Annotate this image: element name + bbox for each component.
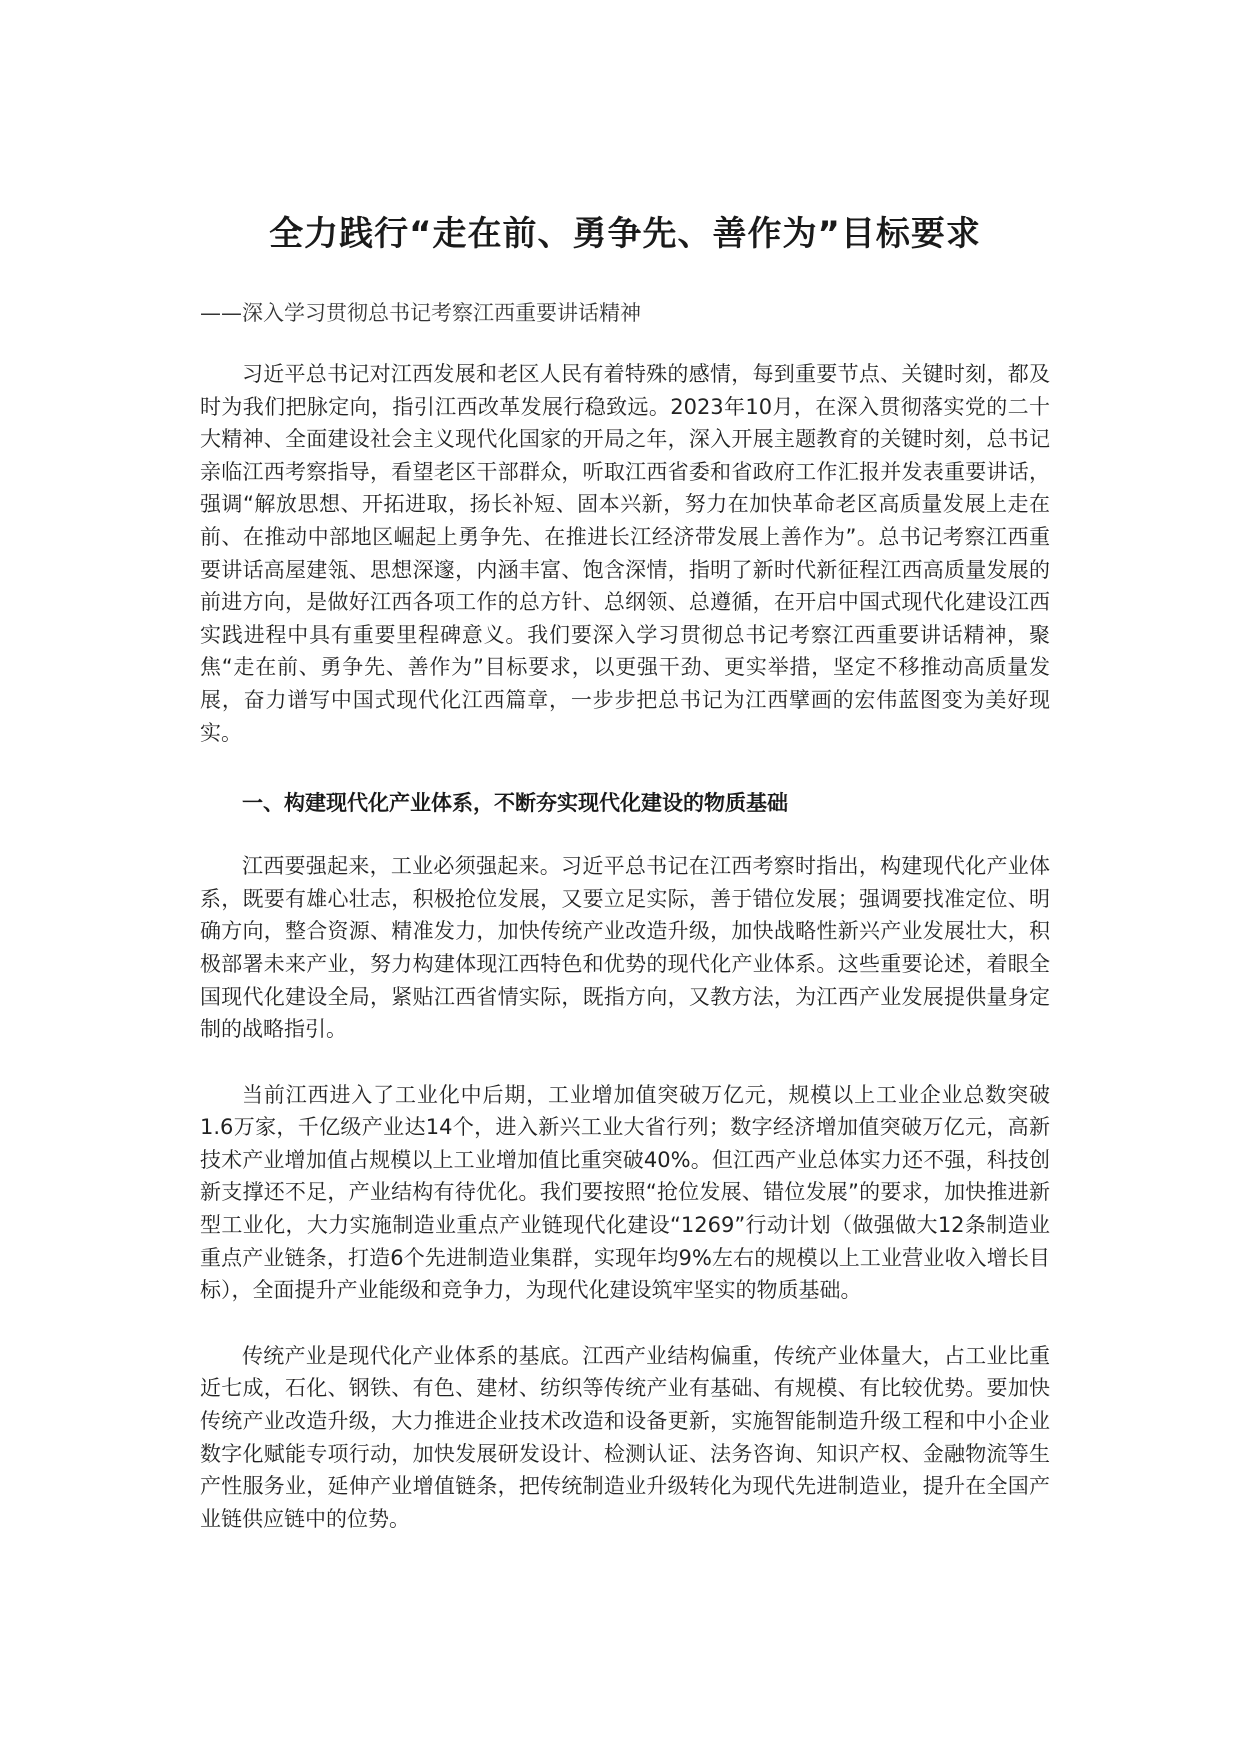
- document-title: 全力践行“走在前、勇争先、善作为”目标要求: [269, 214, 981, 254]
- document-subtitle: ——深入学习贯彻总书记考察江西重要讲话精神: [200, 301, 641, 325]
- intro-paragraph: 习近平总书记对江西发展和老区人民有着特殊的感情，每到重要节点、关键时刻，都及时为我们把脉定向，指引江西改革发展行稳致远。2023年10月，在深入贯彻落实党的二十大精神、全面建设社会主义现代化国家的开局之年，深入开展主题教育的关键时刻，总书记亲临江西考察指导，看望老区干部群众，听取江西省委和省政府工作汇报并发表重要讲话，强调“解放思想、开拓进取，扬长补短、固本兴新，努力在加快革命老区高质量发展上走在前、在推动中部地区崛起上勇争先、在推进长江经济带发展上善作为”。总书记考察江西重要讲话高屋建瓴、思想深邃，内涵丰富、饱含深情，指明了新时代新征程江西高质量发展的前进方向，是做好江西各项工作的总方针、总纲领、总遵循，在开启中国式现代化建设江西实践进程中具有重要里程碑意义。我们要深入学习贯彻总书记考察江西重要讲话精神，聚焦“走在前、勇争先、善作为”目标要求，以更强干劲、更实举措，坚定不移推动高质量发展，奋力谱写中国式现代化江西篇章，一步步把总书记为江西擘画的宏伟蓝图变为美好现实。: [200, 362, 1050, 745]
- section-heading: 一、构建现代化产业体系，不断夯实现代化建设的物质基础: [242, 791, 788, 816]
- section-paragraph-2: 当前江西进入了工业化中后期，工业增加值突破万亿元，规模以上工业企业总数突破1.6万家，千亿级产业达14个，进入新兴工业大省行列；数字经济增加值突破万亿元，高新技术产业增加值占规模以上工业增加值比重突破40%。但江西产业总体实力还不强，科技创新支撑还不足，产业结构有待优化。我们要按照“抢位发展、错位发展”的要求，加快推进新型工业化，大力实施制造业重点产业链现代化建设“1269”行动计划（做强做大12条制造业重点产业链条，打造6个先进制造业集群，实现年均9%左右的规模以上工业营业收入增长目标），全面提升产业能级和竞争力，为现代化建设筑牢坚实的物质基础。: [200, 1082, 1050, 1303]
- document-page: [200, 205, 1050, 1535]
- section-paragraph-3: 传统产业是现代化产业体系的基底。江西产业结构偏重，传统产业体量大，占工业比重近七成，石化、钢铁、有色、建材、纺织等传统产业有基础、有规模、有比较优势。要加快传统产业改造升级，大力推进企业技术改造和设备更新，实施智能制造升级工程和中小企业数字化赋能专项行动，加快发展研发设计、检测认证、法务咨询、知识产权、金融物流等生产性服务业，延伸产业增值链条，把传统制造业升级转化为现代先进制造业，提升在全国产业链供应链中的位势。: [200, 1343, 1050, 1531]
- section-paragraph-1: 江西要强起来，工业必须强起来。习近平总书记在江西考察时指出，构建现代化产业体系，既要有雄心壮志，积极抢位发展，又要立足实际，善于错位发展；强调要找准定位、明确方向，整合资源、精准发力，加快传统产业改造升级，加快战略性新兴产业发展壮大，积极部署未来产业，努力构建体现江西特色和优势的现代化产业体系。这些重要论述，着眼全国现代化建设全局，紧贴江西省情实际，既指方向，又教方法，为江西产业发展提供量身定制的战略指引。: [200, 854, 1050, 1042]
